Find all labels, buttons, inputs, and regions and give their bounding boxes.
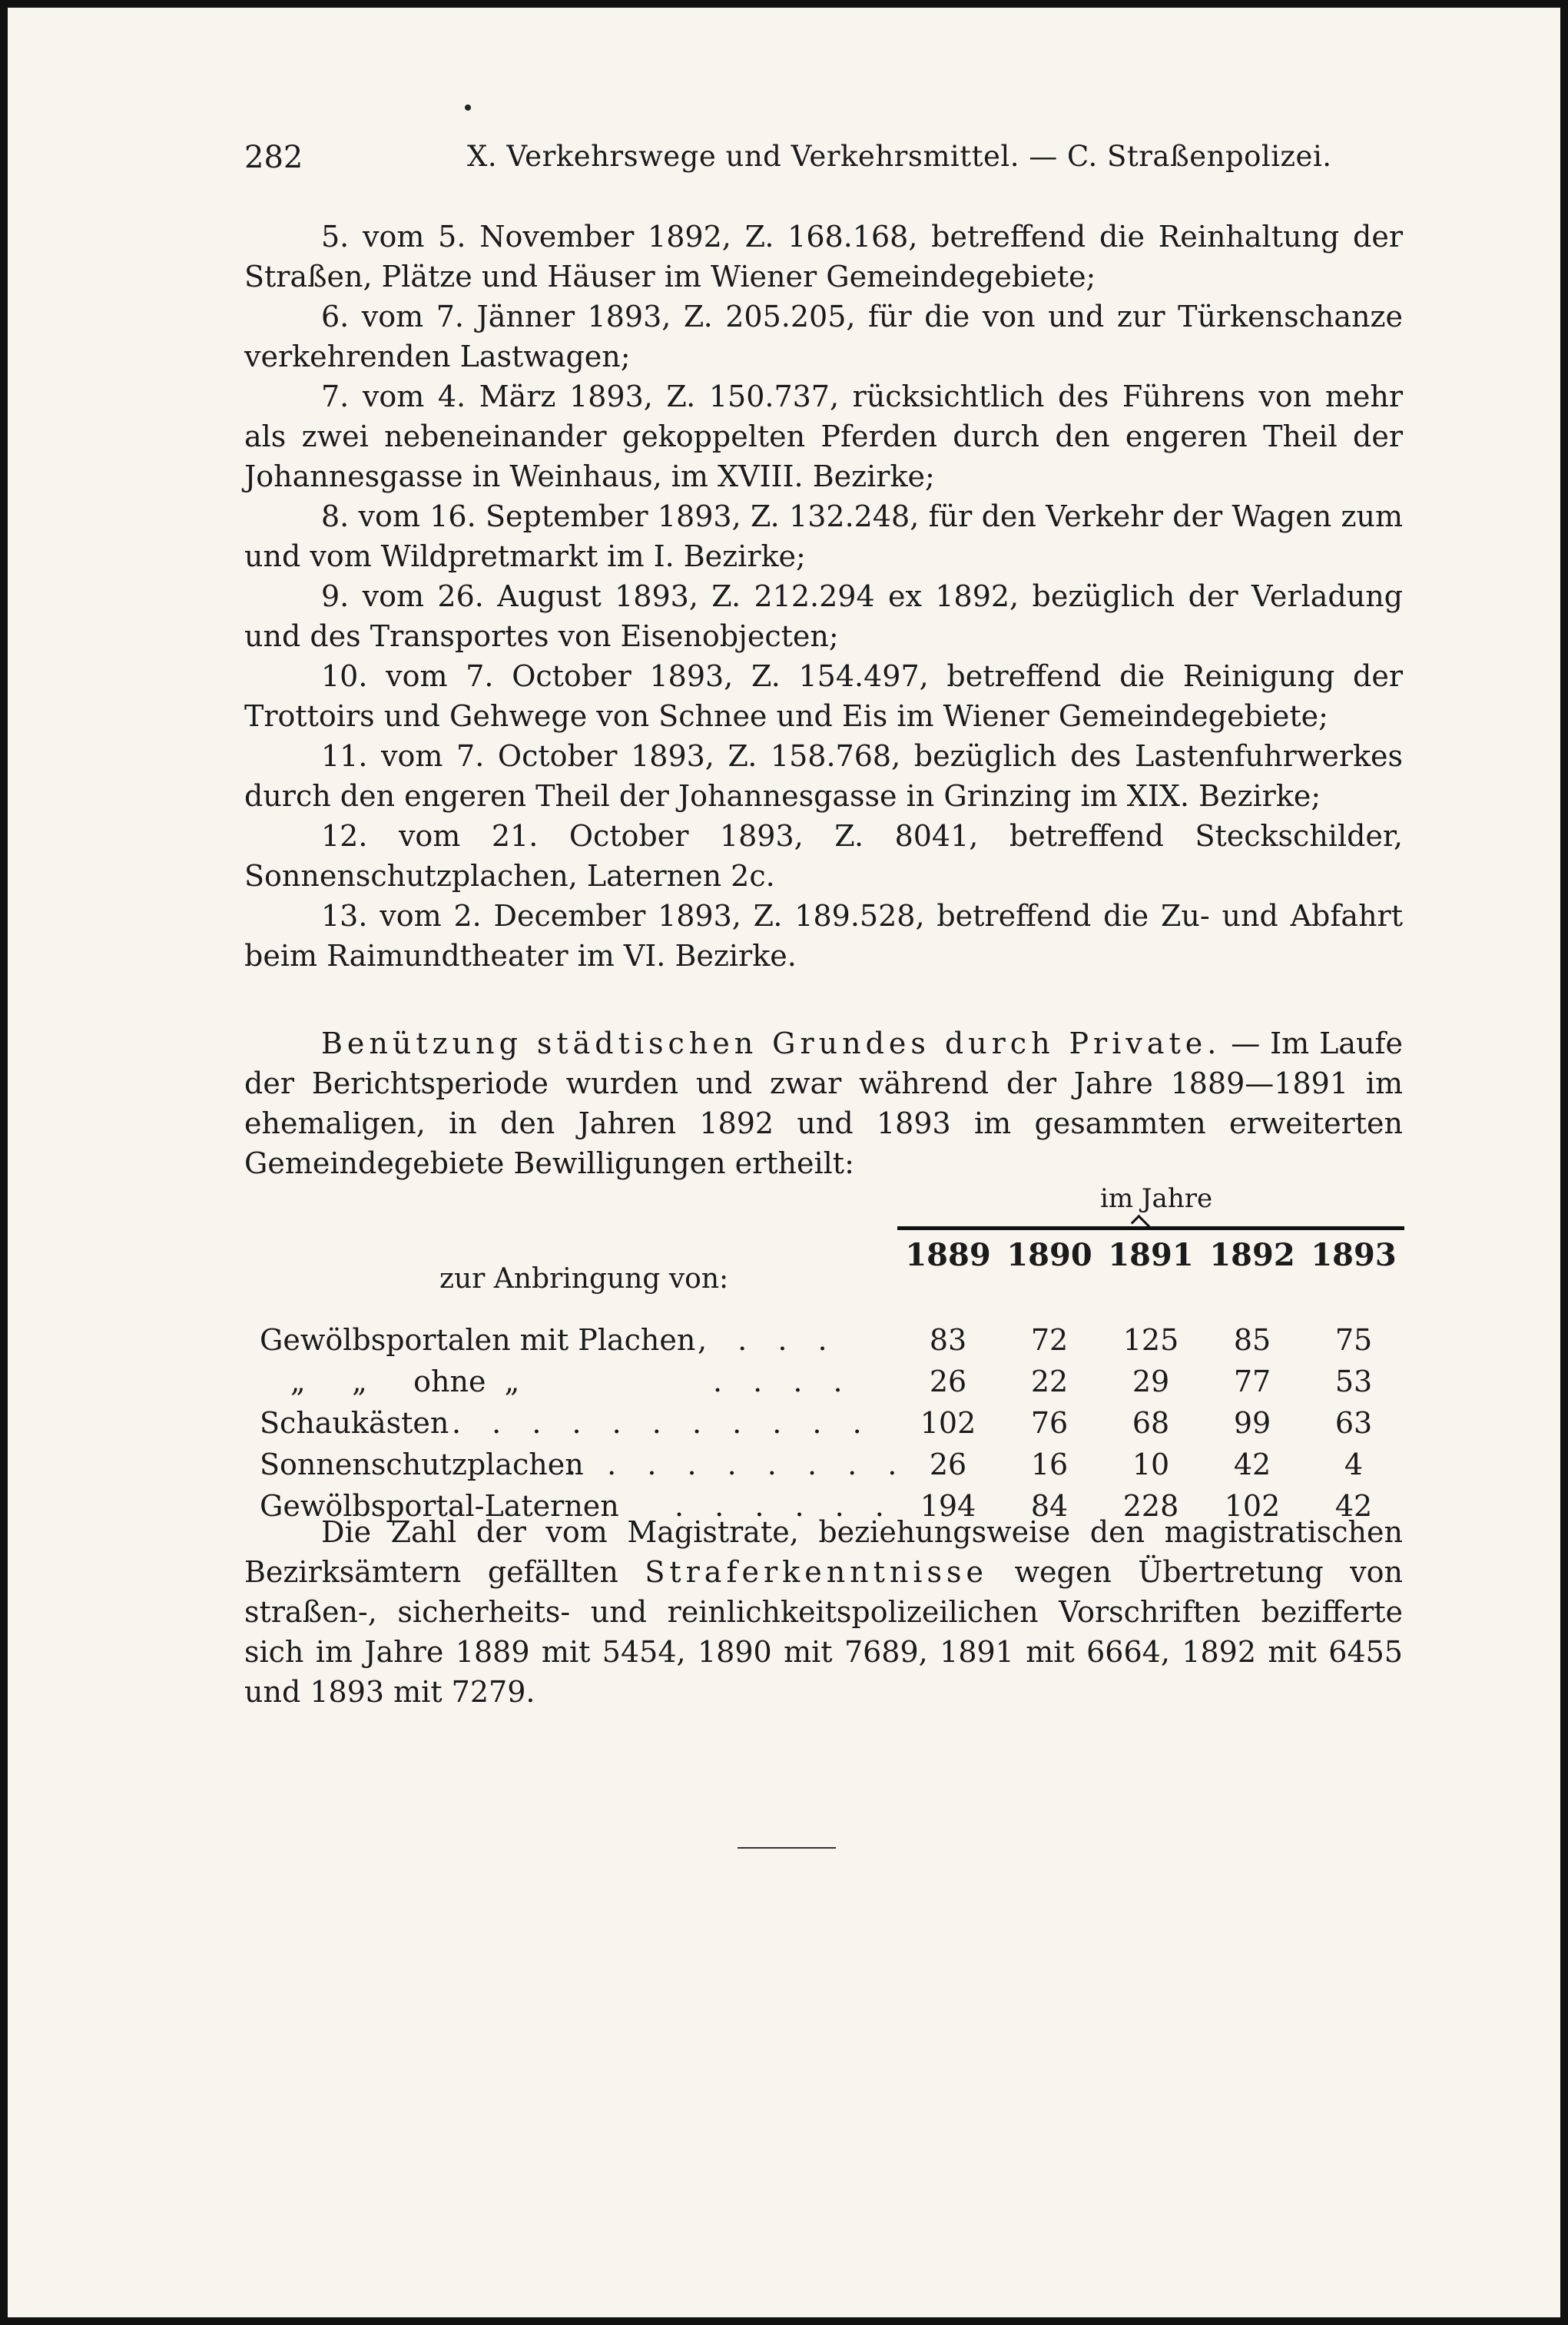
row-value: 10 [1132, 1448, 1170, 1481]
row-value: 22 [1030, 1365, 1069, 1398]
row-label: Gewölbsportal-Laternen [260, 1489, 619, 1523]
ordinance-item: 8. vom 16. September 1893, Z. 132.248, für den Verkehr der Wagen zum und vom Wildpretmarkt im I. Bezirke; [244, 499, 1403, 573]
page-header [244, 140, 1406, 183]
year-1891: 1891 [1108, 1237, 1194, 1273]
ordinance-item: 11. vom 7. October 1893, Z. 158.768, bezüglich des Lastenfuhrwerkes durch den engeren Theil der Johannesgasse in Grinzing im XIX. Bezirke; [244, 739, 1403, 813]
row-leader: . . . . [713, 1365, 854, 1398]
row-value: 26 [929, 1448, 967, 1481]
ordinance-item: 6. vom 7. Jänner 1893, Z. 205.205, für die von und zur Türkenschanze verkehrenden Lastwagen; [244, 300, 1403, 373]
table-row [260, 1323, 1404, 1365]
year-header-row [897, 1237, 1404, 1279]
year-bracket [897, 1226, 1404, 1238]
row-value: 4 [1344, 1448, 1364, 1481]
row-value: 63 [1334, 1406, 1373, 1440]
year-1889: 1889 [905, 1237, 991, 1273]
running-title: X. Verkehrswege und Verkehrsmittel. — C. Straßenpolizei. [467, 140, 1332, 173]
row-value: 68 [1132, 1406, 1170, 1440]
row-value: 42 [1334, 1489, 1373, 1523]
row-value: 77 [1233, 1365, 1271, 1398]
table-row [260, 1448, 1404, 1489]
row-value: 84 [1030, 1489, 1069, 1523]
strafe-emphasis: Straferkenntnisse [645, 1555, 989, 1589]
row-leader: . . . . . . [675, 1489, 895, 1523]
row-value: 83 [929, 1323, 967, 1357]
row-value: 194 [920, 1489, 976, 1523]
row-value: 26 [929, 1365, 967, 1398]
row-label: Schaukästen [260, 1406, 449, 1440]
row-value: 76 [1030, 1406, 1069, 1440]
ordinance-list [244, 217, 1403, 976]
table-row [260, 1365, 1404, 1406]
row-leader: . . . . . . . . . [567, 1448, 908, 1481]
ink-dot [465, 104, 471, 111]
row-value: 85 [1233, 1323, 1271, 1357]
page-number: 282 [244, 140, 303, 175]
table-row [260, 1406, 1404, 1448]
row-label: „ „ ohne „ [290, 1365, 520, 1398]
row-value: 29 [1132, 1365, 1170, 1398]
strafe-text-before: Die Zahl der vom Magistrate, beziehungsweise den magistratischen Bezirksämtern gefällten [244, 1515, 1403, 1589]
benutzung-paragraph [244, 1023, 1403, 1183]
strafe-paragraph [244, 1512, 1403, 1712]
ordinance-item: 13. vom 2. December 1893, Z. 189.528, betreffend die Zu- und Abfahrt beim Raimundtheater im VI. Bezirke. [244, 899, 1403, 973]
year-1893: 1893 [1311, 1237, 1397, 1273]
ordinance-item: 12. vom 21. October 1893, Z. 8041, betreffend Steckschilder, Sonnenschutzplachen, Laternen 2c. [244, 819, 1403, 893]
row-leader: , . . . [698, 1323, 838, 1357]
row-value: 16 [1030, 1448, 1069, 1481]
year-1892: 1892 [1209, 1237, 1295, 1273]
row-value: 125 [1122, 1323, 1179, 1357]
ordinance-item: 10. vom 7. October 1893, Z. 154.497, betreffend die Reinigung der Trottoirs und Gehwege von Schnee und Eis im Wiener Gemeindegebiete; [244, 659, 1403, 733]
table-intro: zur Anbringung von: [439, 1263, 729, 1295]
ordinance-item: 9. vom 26. August 1893, Z. 212.294 ex 1892, bezüglich der Verladung und des Transportes von Eisenobjecten; [244, 579, 1403, 653]
section-heading: Benützung städtischen Grundes durch Private. [321, 1027, 1222, 1060]
row-value: 99 [1233, 1406, 1271, 1440]
table-caption: im Jahre [1100, 1183, 1213, 1214]
ordinance-item: 5. vom 5. November 1892, Z. 168.168, betreffend die Reinhaltung der Straßen, Plätze und Häuser im Wiener Gemeindegebiete; [244, 220, 1403, 294]
row-value: 42 [1233, 1448, 1271, 1481]
row-value: 102 [920, 1406, 976, 1440]
ordinance-item: 7. vom 4. März 1893, Z. 150.737, rücksichtlich des Führens von mehr als zwei nebeneinander gekoppelten Pferden durch den engeren Theil der Johannesgasse in Weinhaus, im XVIII. Bezirke; [244, 380, 1403, 493]
section-text: — Im Laufe der Berichtsperiode wurden und zwar während der Jahre 1889—1891 im ehemaligen, in den Jahren 1892 und 1893 im gesammten erweiterten Gemeindegebiete Bewilligungen ertheilt: [244, 1027, 1404, 1180]
row-label: Gewölbsportalen mit Plachen [260, 1323, 696, 1357]
year-1890: 1890 [1006, 1237, 1092, 1273]
row-value: 75 [1334, 1323, 1373, 1357]
row-value: 228 [1122, 1489, 1179, 1523]
row-leader: . . . . . . . . . . . [452, 1406, 873, 1440]
row-value: 102 [1224, 1489, 1281, 1523]
row-value: 72 [1030, 1323, 1069, 1357]
row-value: 53 [1334, 1365, 1373, 1398]
row-label: Sonnenschutzplachen [260, 1448, 584, 1481]
end-rule [738, 1847, 836, 1849]
strafe-text-after: wegen Übertretung von straßen-, sicherheits- und reinlichkeitspolizeilichen Vorschriften bezifferte sich im Jahre 1889 mit 5454, 1890 mit 7689, 1891 mit 6664, 1892 mit 6455 und 1893 mit 7279. [244, 1555, 1403, 1709]
